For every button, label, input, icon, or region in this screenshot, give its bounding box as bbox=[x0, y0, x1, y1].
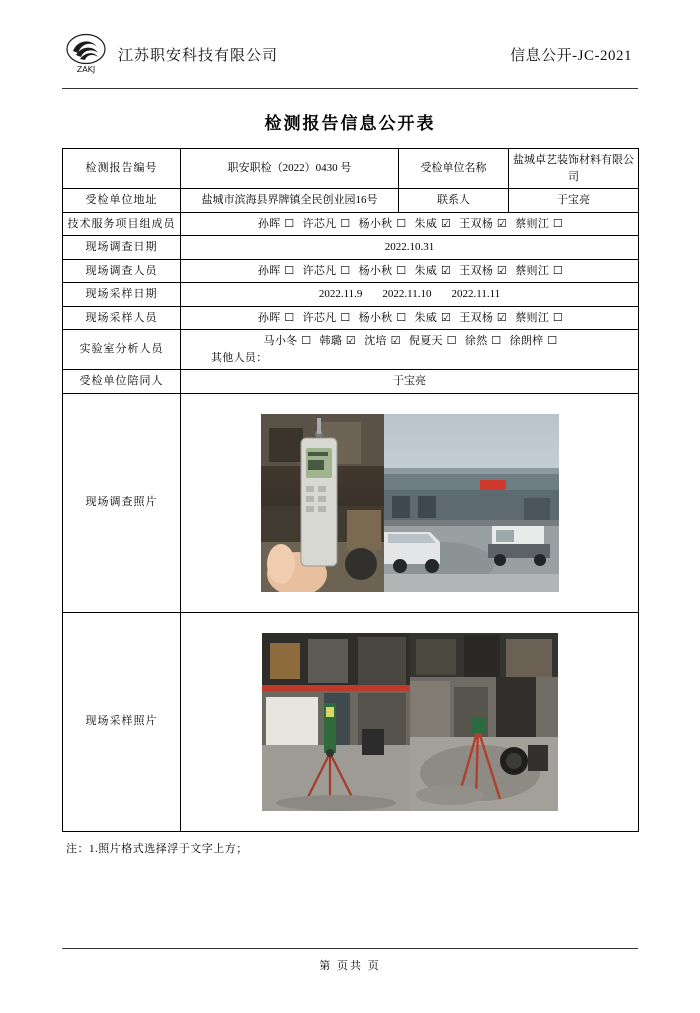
photo-factory-exterior bbox=[384, 414, 559, 592]
checkbox-unchecked-icon[interactable]: ☐ bbox=[392, 310, 407, 324]
checkbox-checked-icon[interactable]: ☑ bbox=[493, 263, 508, 277]
team-label: 技术服务项目组成员 bbox=[63, 212, 181, 236]
checkbox-group-lab-staff[interactable] bbox=[185, 333, 634, 350]
checkbox-unchecked-icon[interactable]: ☐ bbox=[442, 334, 457, 347]
photo-sampling-workshop-1 bbox=[262, 633, 410, 811]
accompany-value: 于宝亮 bbox=[181, 370, 639, 394]
address-value: 盐城市滨海县界牌镇全民创业园16号 bbox=[181, 189, 399, 213]
sampling-photo-cell bbox=[181, 612, 639, 831]
checkbox-unchecked-icon[interactable]: ☐ bbox=[549, 310, 564, 324]
checkbox-label: 倪夏天 bbox=[408, 335, 443, 347]
table-row bbox=[63, 330, 639, 370]
checkbox-checked-icon[interactable]: ☑ bbox=[493, 216, 508, 230]
checkbox-unchecked-icon[interactable]: ☐ bbox=[280, 263, 295, 277]
page-footer bbox=[62, 948, 638, 973]
document-page bbox=[0, 24, 700, 1013]
checkbox-unchecked-icon[interactable]: ☐ bbox=[487, 334, 502, 347]
table-row bbox=[63, 283, 639, 307]
checkbox-label: 许芯凡 bbox=[302, 264, 337, 277]
checkbox-label: 孙晖 bbox=[257, 311, 281, 324]
company-logo-icon bbox=[62, 33, 110, 75]
checkbox-label: 沈培 bbox=[364, 335, 387, 347]
table-row-sampling-photos bbox=[63, 612, 639, 831]
team-members bbox=[181, 212, 639, 236]
checkbox-label: 孙晖 bbox=[257, 217, 281, 230]
sampling-dates bbox=[181, 283, 639, 307]
lab-staff bbox=[181, 330, 639, 370]
table-note: 注：1.照片格式选择浮于文字上方； bbox=[66, 842, 248, 855]
survey-staff bbox=[181, 259, 639, 283]
checkbox-unchecked-icon[interactable]: ☐ bbox=[549, 216, 564, 230]
checkbox-unchecked-icon[interactable]: ☐ bbox=[549, 263, 564, 277]
contact-value: 于宝亮 bbox=[509, 189, 639, 213]
checkbox-label: 朱威 bbox=[414, 264, 438, 277]
checkbox-checked-icon[interactable]: ☑ bbox=[437, 310, 452, 324]
table-row bbox=[63, 370, 639, 394]
header-left bbox=[62, 33, 278, 75]
survey-photo-cell bbox=[181, 393, 639, 612]
checkbox-label: 王双杨 bbox=[459, 264, 494, 277]
checkbox-label: 朱威 bbox=[414, 311, 438, 324]
checkbox-group-team[interactable] bbox=[185, 216, 634, 233]
sampling-staff-label: 现场采样人员 bbox=[63, 306, 181, 330]
checkbox-label: 杨小秋 bbox=[358, 311, 393, 324]
table-row-survey-photos bbox=[63, 393, 639, 612]
document-code: 信息公开-JC-2021 bbox=[510, 47, 632, 64]
company-name: 江苏职安科技有限公司 bbox=[118, 45, 279, 64]
sampling-date: 2022.11.10 bbox=[382, 288, 432, 300]
checkbox-label: 马小冬 bbox=[263, 335, 298, 347]
checkbox-unchecked-icon[interactable]: ☐ bbox=[280, 216, 295, 230]
checkbox-label: 许芯凡 bbox=[302, 217, 337, 230]
checkbox-label: 朱威 bbox=[414, 217, 438, 230]
checkbox-label: 徐朗梓 bbox=[509, 335, 544, 347]
checkbox-label: 王双杨 bbox=[459, 217, 494, 230]
checkbox-unchecked-icon[interactable]: ☐ bbox=[336, 263, 351, 277]
checkbox-label: 韩璐 bbox=[319, 335, 343, 347]
photo-sound-level-meter bbox=[261, 414, 384, 592]
survey-photo-label: 现场调查照片 bbox=[63, 393, 181, 612]
checkbox-label: 杨小秋 bbox=[358, 217, 393, 230]
checkbox-label: 孙晖 bbox=[257, 264, 281, 277]
table-row bbox=[63, 259, 639, 283]
table-row bbox=[63, 149, 639, 189]
checkbox-label: 蔡则江 bbox=[515, 217, 550, 230]
checkbox-checked-icon[interactable]: ☑ bbox=[342, 334, 357, 347]
report-no-value: 职安职检（2022）0430 号 bbox=[181, 149, 399, 189]
survey-staff-label: 现场调查人员 bbox=[63, 259, 181, 283]
checkbox-group-survey-staff[interactable] bbox=[185, 263, 634, 280]
checkbox-checked-icon[interactable]: ☑ bbox=[437, 263, 452, 277]
checkbox-unchecked-icon[interactable]: ☐ bbox=[336, 310, 351, 324]
sampling-date: 2022.11.9 bbox=[318, 288, 363, 300]
checkbox-label: 杨小秋 bbox=[358, 264, 393, 277]
other-staff-label: 其他人员： bbox=[211, 351, 268, 364]
info-table bbox=[62, 148, 639, 832]
checkbox-label: 蔡则江 bbox=[515, 311, 550, 324]
checkbox-unchecked-icon[interactable]: ☐ bbox=[280, 310, 295, 324]
checkbox-unchecked-icon[interactable]: ☐ bbox=[392, 263, 407, 277]
checkbox-label: 蔡则江 bbox=[515, 264, 550, 277]
sampling-date: 2022.11.11 bbox=[451, 288, 501, 300]
page-title: 检测报告信息公开表 bbox=[264, 114, 436, 134]
table-row bbox=[63, 189, 639, 213]
survey-date-label: 现场调查日期 bbox=[63, 236, 181, 260]
checkbox-label: 徐然 bbox=[464, 335, 488, 347]
checkbox-unchecked-icon[interactable]: ☐ bbox=[297, 334, 312, 347]
checkbox-checked-icon[interactable]: ☑ bbox=[437, 216, 452, 230]
checkbox-unchecked-icon[interactable]: ☐ bbox=[392, 216, 407, 230]
lab-staff-label: 实验室分析人员 bbox=[63, 330, 181, 370]
sampling-staff bbox=[181, 306, 639, 330]
page-number: 第 页共 页 bbox=[319, 960, 381, 972]
svg-text:ZAKJ: ZAKJ bbox=[76, 65, 96, 74]
survey-date-value: 2022.10.31 bbox=[181, 236, 639, 260]
report-no-label: 检测报告编号 bbox=[63, 149, 181, 189]
table-row bbox=[63, 212, 639, 236]
checkbox-label: 王双杨 bbox=[459, 311, 494, 324]
checkbox-label: 许芯凡 bbox=[302, 311, 337, 324]
checkbox-unchecked-icon[interactable]: ☐ bbox=[336, 216, 351, 230]
client-value: 盐城卓艺装饰材料有限公司 bbox=[509, 149, 639, 189]
photo-sampling-workshop-2 bbox=[410, 633, 558, 811]
checkbox-checked-icon[interactable]: ☑ bbox=[493, 310, 508, 324]
page-header bbox=[62, 24, 638, 89]
accompany-label: 受检单位陪同人 bbox=[63, 370, 181, 394]
table-row bbox=[63, 236, 639, 260]
client-label: 受检单位名称 bbox=[399, 149, 509, 189]
checkbox-unchecked-icon[interactable]: ☐ bbox=[543, 334, 558, 347]
checkbox-group-sampling-staff[interactable] bbox=[185, 310, 634, 327]
sampling-date-label: 现场采样日期 bbox=[63, 283, 181, 307]
address-label: 受检单位地址 bbox=[63, 189, 181, 213]
sampling-photo-wrap bbox=[185, 633, 634, 811]
checkbox-checked-icon[interactable]: ☑ bbox=[386, 334, 401, 347]
survey-photo-wrap bbox=[185, 414, 634, 592]
contact-label: 联系人 bbox=[399, 189, 509, 213]
sampling-photo-label: 现场采样照片 bbox=[63, 612, 181, 831]
table-row bbox=[63, 306, 639, 330]
